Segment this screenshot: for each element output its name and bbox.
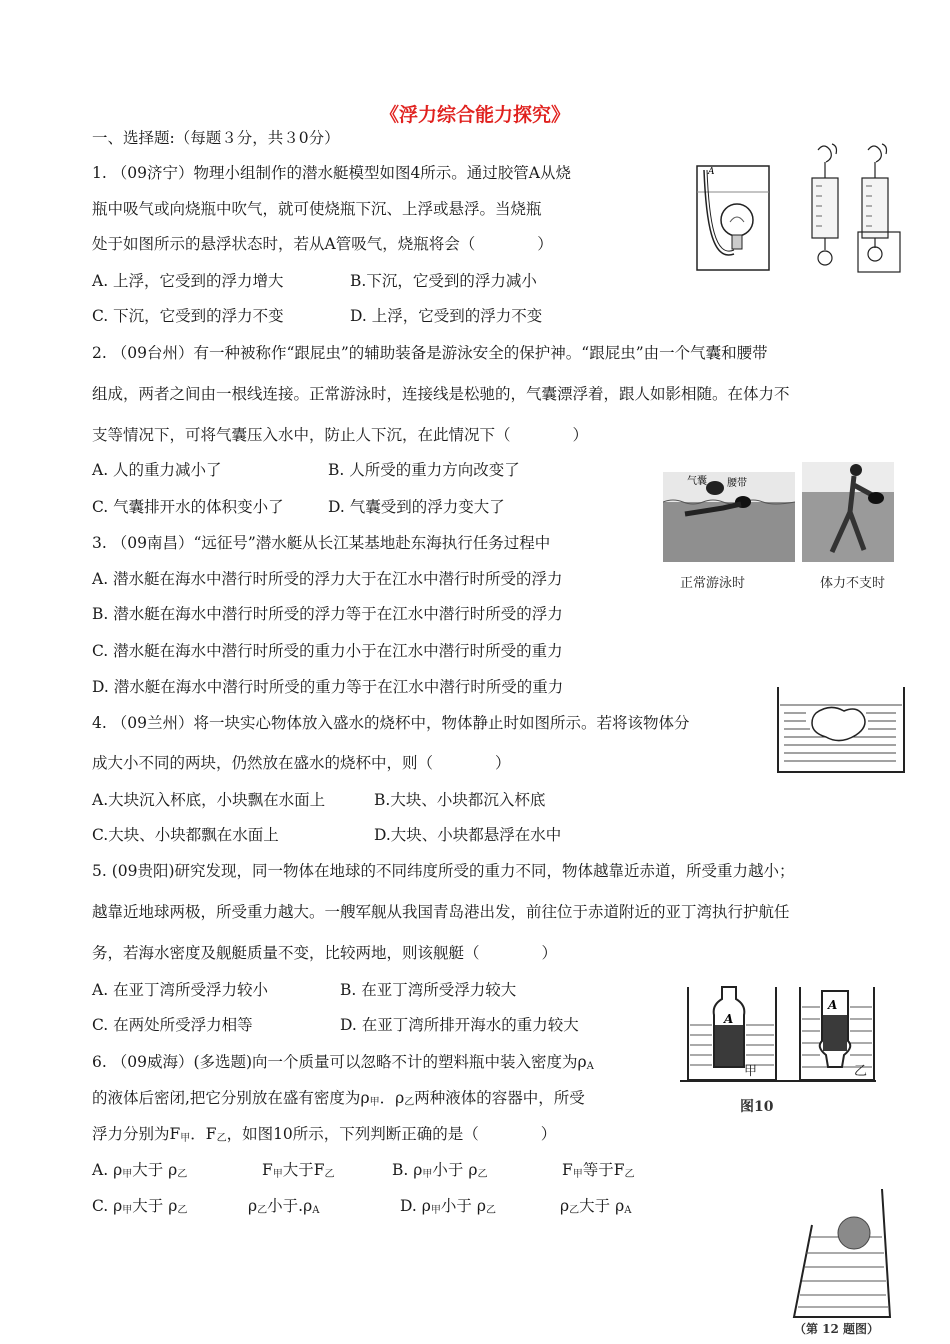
q4-option-a: A.大块沉入杯底，小块飘在水面上 — [92, 791, 326, 809]
q2-option-b: B. 人所受的重力方向改变了 — [328, 461, 520, 479]
q2-option-c: C. 气囊排开水的体积变小了 — [92, 498, 284, 516]
q2-line2: 组成，两者之间由一根线连接。正常游泳时，连接线是松驰的，气囊漂浮着，跟人如影相随。在体力不 — [92, 385, 790, 403]
bottle-label-a: A — [724, 1012, 734, 1026]
q6-line2: 的液体后密闭,把它分别放在盛有密度为$\rho_甲$．$\rho_乙$两种液体的容器中，所受 — [92, 1089, 585, 1108]
beaker-object-figure — [776, 685, 906, 775]
q6-line3: 浮力分别为$F_甲$．$F_乙$，如图10所示，下列判断正确的是（ ） — [92, 1125, 557, 1144]
q6-line1: 6. （09威海）(多选题)向一个质量可以忽略不计的塑料瓶中装入密度为$\rho_A$ — [92, 1053, 594, 1072]
q2-line3: 支等情况下，可将气囊压入水中，防止人下沉，在此情况下（ ） — [92, 426, 589, 444]
q5-option-d: D. 在亚丁湾所排开海水的重力较大 — [340, 1016, 579, 1034]
q1-line3: 处于如图所示的悬浮状态时，若从A管吸气，烧瓶将会（ ） — [92, 235, 553, 253]
q6-option-a-force: $F_甲$大于$F_乙$ — [262, 1161, 335, 1180]
figure-12-ball-container — [790, 1185, 900, 1335]
belt-label: 腰带 — [727, 478, 747, 489]
q5-option-b: B. 在亚丁湾所受浮力较大 — [340, 981, 517, 999]
q1-option-d: D. 上浮，它受到的浮力不变 — [350, 307, 543, 325]
caption-normal-swimming: 正常游泳时 — [680, 576, 746, 591]
page-title: 《浮力综合能力探究》 — [379, 104, 570, 126]
q3-option-a: A. 潜水艇在海水中潜行时所受的浮力大于在江水中潜行时所受的浮力 — [92, 570, 563, 588]
q4-option-c: C.大块、小块都飘在水面上 — [92, 826, 279, 844]
q5-line1: 5. (09贵阳)研究发现，同一物体在地球的不同纬度所受的重力不同，物体越靠近赤道，所受重力越小； — [92, 862, 795, 880]
q5-line2: 越靠近地球两极，所受重力越大。一艘军舰从我国青岛港出发，前往位于赤道附近的亚丁湾执行护航任 — [92, 903, 790, 921]
q1-option-a: A. 上浮，它受到的浮力增大 — [92, 272, 284, 290]
q4-line2: 成大小不同的两块，仍然放在盛水的烧杯中，则（ ） — [92, 754, 511, 772]
q2-option-d: D. 气囊受到的浮力变大了 — [328, 498, 505, 516]
q3-option-b: B. 潜水艇在海水中潜行时所受的浮力等于在江水中潜行时所受的浮力 — [92, 605, 563, 623]
fig-label-a: A — [708, 167, 715, 177]
q3-option-c: C. 潜水艇在海水中潜行时所受的重力小于在江水中潜行时所受的重力 — [92, 642, 563, 660]
q3-option-d: D. 潜水艇在海水中潜行时所受的重力等于在江水中潜行时所受的重力 — [92, 678, 564, 696]
q5-option-a: A. 在亚丁湾所受浮力较小 — [92, 981, 269, 999]
q6-option-d: D. $\rho_甲$小于 $\rho_乙$ — [400, 1197, 496, 1216]
normal-swimming-figure — [663, 472, 795, 562]
q1-line2: 瓶中吸气或向烧瓶中吹气，就可使烧瓶下沉、上浮或悬浮。当烧瓶 — [92, 200, 542, 218]
q5-option-c: C. 在两处所受浮力相等 — [92, 1016, 253, 1034]
q2-line1: 2. （09台州）有一种被称作“跟屁虫”的辅助装备是游泳安全的保护神。“跟屁虫”由一个气囊和腰带 — [92, 344, 768, 362]
section-heading: 一、选择题:（每题３分，共３0分） — [92, 129, 340, 147]
q4-option-b: B.大块、小块都沉入杯底 — [374, 791, 546, 809]
q6-option-a: A. $\rho_甲$大于 $\rho_乙$ — [92, 1161, 188, 1180]
q3-line1: 3. （09南昌）“远征号”潜水艇从长江某基地赴东海执行任务过程中 — [92, 534, 551, 552]
container-label-yi: 乙 — [854, 1064, 868, 1079]
figure-12-caption: （第 12 题图） — [794, 1322, 880, 1335]
q2-option-a: A. 人的重力减小了 — [92, 461, 222, 479]
q1-option-c: C. 下沉，它受到的浮力不变 — [92, 307, 284, 325]
airbag-label: 气囊 — [687, 476, 707, 487]
q1-option-b: B.下沉，它受到的浮力减小 — [350, 272, 537, 290]
q6-option-b: B. $\rho_甲$小于 $\rho_乙$ — [392, 1161, 488, 1180]
container-label-jia: 甲 — [744, 1064, 758, 1079]
q6-option-c-density: $\rho_乙$小于$.\rho_A$ — [248, 1197, 320, 1216]
q1-line1: 1. （09济宁）物理小组制作的潜水艇模型如图4所示。通过胶管A从烧 — [92, 164, 571, 182]
q4-option-d: D.大块、小块都悬浮在水中 — [374, 826, 562, 844]
caption-exhausted: 体力不支时 — [820, 576, 886, 591]
spring-scale-figure — [800, 140, 910, 275]
exhausted-swimmer-figure — [802, 462, 894, 562]
figure-10-bottles — [678, 985, 878, 1120]
submarine-flask-figure — [694, 162, 772, 272]
q6-option-d-density: $\rho_乙$大于 $\rho_A$ — [560, 1197, 632, 1216]
q4-line1: 4. （09兰州）将一块实心物体放入盛水的烧杯中，物体静止时如图所示。若将该物体分 — [92, 714, 690, 732]
q6-option-c: C. $\rho_甲$大于 $\rho_乙$ — [92, 1197, 188, 1216]
bottle2-label-a: A — [828, 998, 838, 1012]
figure-10-caption: 图10 — [740, 1099, 774, 1115]
q6-option-b-force: $F_甲$等于$F_乙$ — [562, 1161, 635, 1180]
q5-line3: 务，若海水密度及舰艇质量不变，比较两地，则该舰艇（ ） — [92, 944, 558, 962]
